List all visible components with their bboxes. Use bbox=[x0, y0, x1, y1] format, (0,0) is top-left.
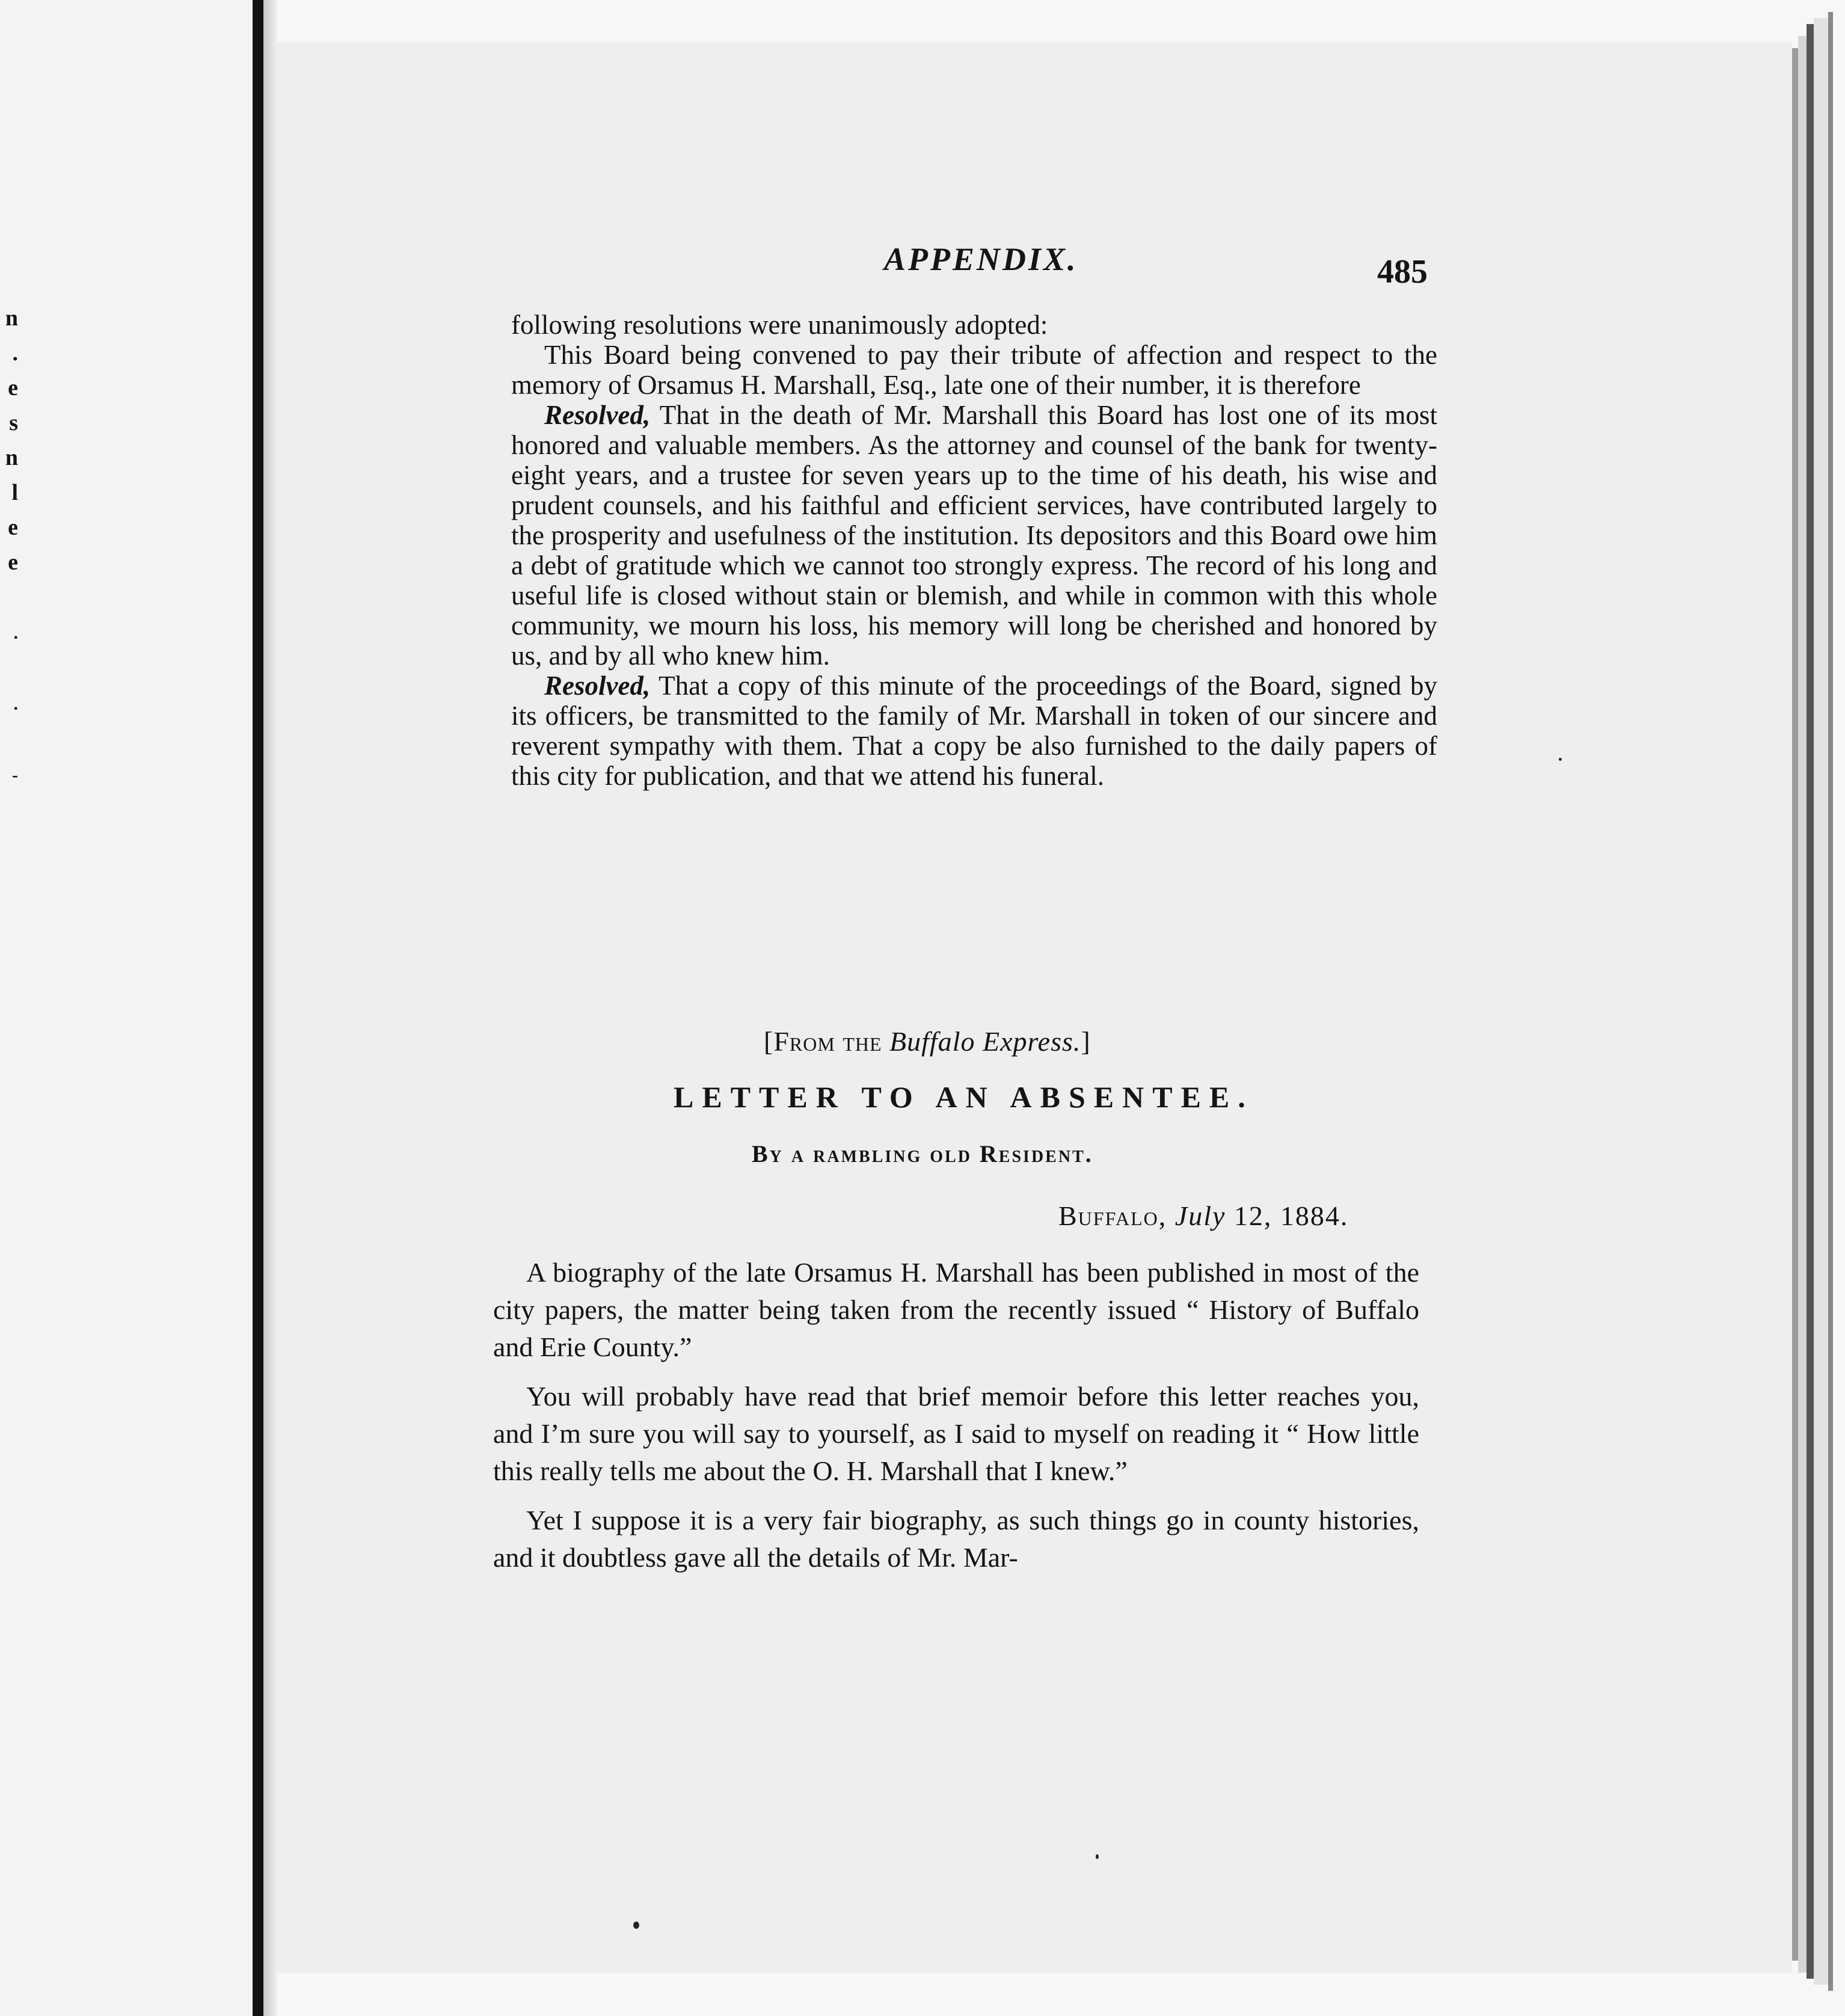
edge-char: . bbox=[12, 340, 18, 366]
bracket-close: ] bbox=[1081, 1026, 1091, 1057]
resolutions-section bbox=[511, 310, 1437, 791]
resolved-label: Resolved, bbox=[544, 671, 651, 701]
edge-char: n bbox=[5, 306, 18, 331]
second-resolution-text: That a copy of this minute of the proceedings of the Board, signed by its officers, be transmitted to the family of Mr. Marshall in token of our sincere and reverent sympathy with them. That a copy be also furnished to the daily papers of this city for publication, and that we attend his funeral. bbox=[511, 671, 1437, 791]
edge-char: n bbox=[5, 445, 18, 470]
edge-char: e bbox=[8, 375, 18, 401]
page-edge bbox=[1792, 48, 1798, 1961]
running-head: APPENDIX. bbox=[884, 241, 1078, 277]
letter-title: LETTER TO AN ABSENTEE. bbox=[674, 1080, 1254, 1114]
letter-paragraph: You will probably have read that brief memoir before this letter reaches you, and I’m sure you will say to yourself, as I said to myself on reading it “ How little this really tells me about the O. H. Marshall that I knew.” bbox=[493, 1381, 1419, 1486]
edge-char: . bbox=[13, 694, 18, 714]
left-page-edge-text bbox=[0, 301, 18, 793]
ink-speck bbox=[1096, 1854, 1099, 1859]
ink-speck bbox=[633, 1922, 639, 1929]
date-place: Buffalo, bbox=[1058, 1200, 1167, 1231]
gutter-shadow bbox=[263, 0, 277, 2016]
edge-char: s bbox=[9, 410, 18, 435]
page-edge bbox=[1828, 12, 1833, 1991]
letter-dateline bbox=[1058, 1200, 1348, 1232]
source-prefix: From the bbox=[773, 1026, 882, 1057]
page-edge bbox=[1798, 36, 1807, 1973]
letter-body bbox=[493, 1254, 1419, 1588]
edge-char: l bbox=[11, 480, 18, 505]
date-month: July bbox=[1174, 1200, 1226, 1231]
edge-char: e bbox=[8, 515, 18, 540]
first-resolution-text: That in the death of Mr. Marshall this Board has lost one of its most honored and valuable members. As the attorney and counsel of the bank for twenty-eight years, and a trustee for seven years up to the time of his death, his wise and prudent counsels, and his faithful and efficient services, have contributed largely to the prosperity and usefulness of the institution. Its depositors and this Board owe him a debt of gratitude which we cannot too strongly express. The record of his long and useful life is closed without stain or blemish, and while in common with this whole community, we mourn his loss, his memory will long be cherished and honored by us, and by all who knew him. bbox=[511, 400, 1437, 671]
first-resolution bbox=[511, 400, 1437, 671]
second-resolution bbox=[511, 671, 1437, 791]
page-edge bbox=[1807, 24, 1814, 1979]
source-paper: Buffalo Express. bbox=[889, 1026, 1081, 1057]
page-edge bbox=[1814, 18, 1828, 1985]
bracket-open: [ bbox=[764, 1026, 774, 1057]
resolved-label: Resolved, bbox=[544, 400, 651, 430]
source-attribution bbox=[764, 1025, 1091, 1057]
ink-speck bbox=[1559, 758, 1562, 761]
letter-paragraph: Yet I suppose it is a very fair biography, as such things go in county histories, and it doubtless gave all the details of Mr. Mar- bbox=[493, 1505, 1419, 1573]
letter-byline: By a rambling old Resident. bbox=[752, 1140, 1093, 1167]
edge-char: e bbox=[8, 550, 18, 575]
board-preamble: This Board being convened to pay their tribute of affection and respect to the memory of Orsamus H. Marshall, Esq., late one of their number, it is therefore bbox=[511, 340, 1437, 400]
book-gutter bbox=[253, 0, 263, 2016]
edge-char: . bbox=[13, 623, 18, 643]
resolutions-intro: following resolutions were unanimously adopted: bbox=[511, 310, 1048, 340]
edge-char: - bbox=[12, 765, 18, 785]
date-rest: 12, 1884. bbox=[1233, 1200, 1349, 1231]
left-facing-page bbox=[0, 0, 253, 2016]
page-number: 485 bbox=[1377, 253, 1428, 290]
letter-paragraph: A biography of the late Orsamus H. Marshall has been published in most of the city papers, the matter being taken from the recently issued “ History of Buffalo and Erie County.” bbox=[493, 1257, 1419, 1362]
